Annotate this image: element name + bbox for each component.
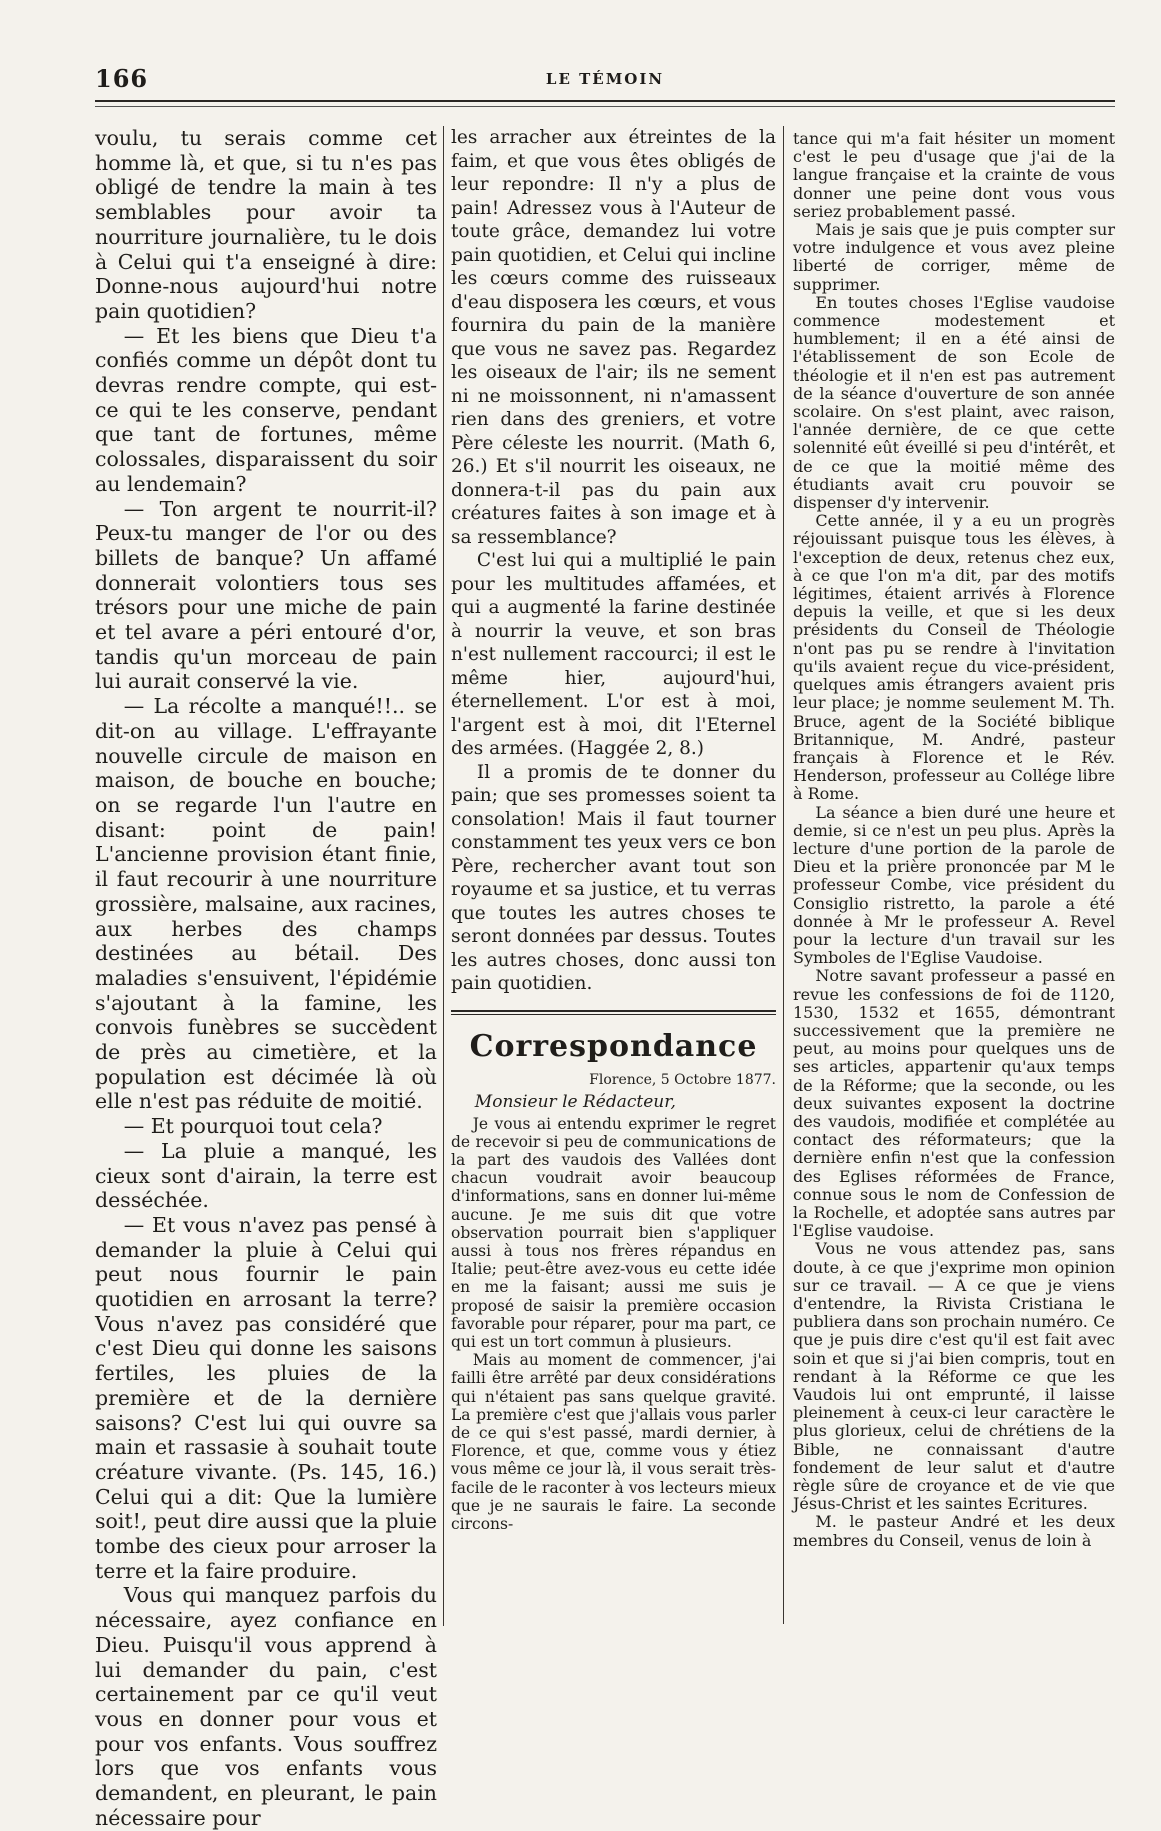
column-1 — [95, 126, 437, 1831]
column-3 — [793, 130, 1115, 1550]
paragraph: — Ton argent te nourrit-il? Peux-tu manger de l'or ou des billets de banque? Un affamé donnerait volontiers tous ses trésors pour une miche de pain et tel avare a péri entouré d'or, tandis qu'un morceau de pain lui aurait conservé la vie. — [95, 496, 437, 694]
paragraph: Vous qui manquez parfois du nécessaire, ayez confiance en Dieu. Puisqu'il vous apprend à lui demander du pain, c'est certainement par ce qu'il veut vous en donner pour vous et pour vos enfants. Vous souffrez lors que vos enfants vous demandent, en pleurant, le pain nécessaire pour — [95, 1583, 437, 1830]
journal-title: LE TÉMOIN — [545, 70, 665, 88]
paragraph: Vous ne vous attendez pas, sans doute, à ce que j'exprime mon opinion sur ce travail. — A ce que je viens d'entendre, la Rivista Cristiana le publiera dans son prochain numéro. Ce que je puis dire c'est qu'il est fait avec soin et que si j'ai bien compris, tout en rendant à la Réforme ce que les Vaudois lui ont emprunté, il laisse pleinement à ceux-ci leur caractère le plus glorieux, celui de chrétiens de la Bible, ne connaissant d'autre fondement de leur salut et d'autre règle sûre de croyance et de vie que Jésus-Christ et les saintes Ecritures. — [793, 1239, 1115, 1514]
paragraph: Notre savant professeur a passé en revue les confessions de foi de 1120, 1530, 1532 et 1655, démontrant successivement que la première ne peut, au moins pour quelques uns de ses articles, appartenir qu'aux temps de la Réforme; que la seconde, ou les deux suivantes exposent la doctrine des vaudois, modifiée et complétée au contact des réformateurs; que la dernière enfin n'est que la confession des Eglises réformées de France, connue sous le nom de Confession de la Rochelle, et adoptée sans autres par l'Eglise vaudoise. — [793, 966, 1115, 1241]
paragraph: M. le pasteur André et les deux membres du Conseil, venus de loin à — [793, 1512, 1115, 1550]
paragraph: Cette année, il y a eu un progrès réjouissant puisque tous les élèves, à l'exception de deux, retenus chez eux, à ce que l'on m'a dit, par des motifs légitimes, étaient arrivés à Florence depuis la veille, et que si les deux présidents du Conseil de Théologie n'ont pas pu se rendre à l'invitation qu'ils avaient reçue du vice-président, quelques amis étrangers avaient pris leur place; je nomme seulement M. Th. Bruce, agent de la Société biblique Britannique, M. André, pasteur français à Florence et le Rév. Henderson, professeur au Collége libre à Rome. — [793, 511, 1115, 804]
column-2 — [451, 126, 776, 1533]
section-title: Correspondance — [469, 1028, 758, 1064]
paragraph: Je vous ai entendu exprimer le regret de recevoir si peu de communications de la part des vaudois des Vallées dont chacun voudrait avoir beaucoup d'informations, sans en donner lui-même aucune. Je me suis dit que votre observation pourrait bien s'appliquer aussi à tous nos frères répandus en Italie; peut-être avez-vous eu cette idée en me la faisant; aussi me suis je proposé de saisir la première occasion favorable pour réparer, pour ma part, ce qui est un tort commun à plusieurs. — [451, 1114, 776, 1351]
page-number: 166 — [95, 64, 149, 93]
paragraph: Mais je sais que je puis compter sur votre indulgence et vous avez pleine liberté de corriger, même de supprimer. — [793, 220, 1115, 294]
paragraph: tance qui m'a fait hésiter un moment c'est le peu d'usage que j'ai de la langue française et la crainte de vous donner une peine dont vous vous seriez probablement passé. — [793, 129, 1115, 221]
section-divider — [451, 1010, 776, 1015]
letter-salutation: Monsieur le Rédacteur, — [474, 1091, 676, 1112]
paragraph: En toutes choses l'Eglise vaudoise commence modestement et humblement; il en a été ainsi de l'établissement de son Ecole de théologie et il n'en est pas autrement de la séance d'ouverture de son année scolaire. On s'est plaint, avec raison, l'année dernière, de ce que cette solennité eût éveillé si peu d'intérêt, et de ce que la moitié même des étudiants avait cru pouvoir se dispenser d'y intervenir. — [793, 292, 1115, 513]
paragraph: C'est lui qui a multiplié le pain pour les multitudes affamées, et qui a augmenté la farine destinée à nourrir la veuve, et son bras n'est nullement raccourci; il est le même hier, aujourd'hui, éternellement. L'or est à moi, l'argent est à moi, dit l'Eternel des armées. (Haggée 2, 8.) — [451, 550, 776, 759]
column-divider — [783, 126, 784, 1624]
letter-dateline: Florence, 5 Octobre 1877. — [589, 1071, 776, 1088]
paragraph: voulu, tu serais comme cet homme là, et que, si tu n'es pas obligé de tendre la main à tes semblables pour avoir ta nourriture journalière, tu le dois à Celui qui t'a enseigné à dire: Donne-nous aujourd'hui notre pain quotidien? — [95, 126, 437, 323]
header-rule — [95, 100, 1115, 107]
column-divider — [443, 126, 444, 1626]
paragraph: Il a promis de te donner du pain; que ses promesses soient ta consolation! Mais il faut tourner constamment tes yeux vers ce bon Père, rechercher avant tout son royaume et sa justice, et tu verras que toutes les autres choses te seront données par dessus. Toutes les autres choses, donc aussi ton pain quotidien. — [451, 761, 776, 994]
paragraph: La séance a bien duré une heure et demie, si ce n'est un peu plus. Après la lecture d'une portion de la parole de Dieu et la prière prononcée par M le professeur Combe, vice président du Consiglio ristretto, la parole a été donnée à Mr le professeur A. Revel pour la lecture d'un travail sur les Symboles de l'Eglise Vaudoise. — [793, 802, 1115, 968]
paragraph: — Et vous n'avez pas pensé à demander la pluie à Celui qui peut nous fournir le pain quotidien en arrosant la terre? Vous n'avez pas considéré que c'est Dieu qui donne les saisons fertiles, les pluies de la première et de la dernière saisons? C'est lui qui ouvre sa main et rassasie à souhait toute créature vivante. (Ps. 145, 16.) Celui qui a dit: Que la lumière soit!, peut dire aussi que la pluie tombe des cieux pour arroser la terre et la faire produire. — [95, 1212, 437, 1583]
paragraph: les arracher aux étreintes de la faim, et que vous êtes obligés de leur repondre: Il n'y a plus de pain! Adressez vous à l'Auteur de toute grâce, demandez lui votre pain quotidien, et Celui qui incline les cœurs comme des ruisseaux d'eau disposera les cœurs, et vous fournira du pain de la manière que vous ne savez pas. Regardez les oiseaux de l'air; ils ne sement ni ne moissonnent, ni n'amassent rien dans des greniers, et votre Père céleste les nourrit. (Math 6, 26.) Et s'il nourrit les oiseaux, ne donnera-t-il pas du pain aux créatures faites à son image et à sa ressemblance? — [451, 127, 776, 548]
paragraph: Mais au moment de commencer, j'ai failli être arrêté par deux considérations qui n'étaient pas sans quelque gravité. La première c'est que j'allais vous parler de ce qui s'est passé, mardi dernier, à Florence, et que, comme vous y étiez vous même ce jour là, il vous serait très-facile de le raconter à vos lecteurs mieux que je ne saurais le faire. La seconde circons- — [451, 1351, 776, 1533]
page-header — [95, 58, 1115, 98]
paragraph: — Et les biens que Dieu t'a confiés comme un dépôt dont tu devras rendre compte, qui est-ce qui te les conserve, pendant que tant de fortunes, même colossales, disparaissent du soir au lendemain? — [95, 323, 437, 496]
paragraph: — Et pourquoi tout cela? — [123, 1114, 383, 1139]
paragraph: — La pluie a manqué, les cieux sont d'airain, la terre est desséchée. — [95, 1138, 437, 1213]
letter-body — [451, 1115, 776, 1534]
paragraph: — La récolte a manqué!!.. se dit-on au village. L'effrayante nouvelle circule de maison en maison, de bouche en bouche; on se regarde l'un l'autre en disant: point de pain! L'ancienne provision étant finie, il faut recourir à une nourriture grossière, malsaine, aux racines, aux herbes des champs destinées au bétail. Des maladies s'ensuivent, l'épidémie s'ajoutant à la famine, les convois funèbres se succèdent de près au cimetière, et la population est décimée là où elle n'est pas réduite de moitié. — [95, 694, 437, 1114]
